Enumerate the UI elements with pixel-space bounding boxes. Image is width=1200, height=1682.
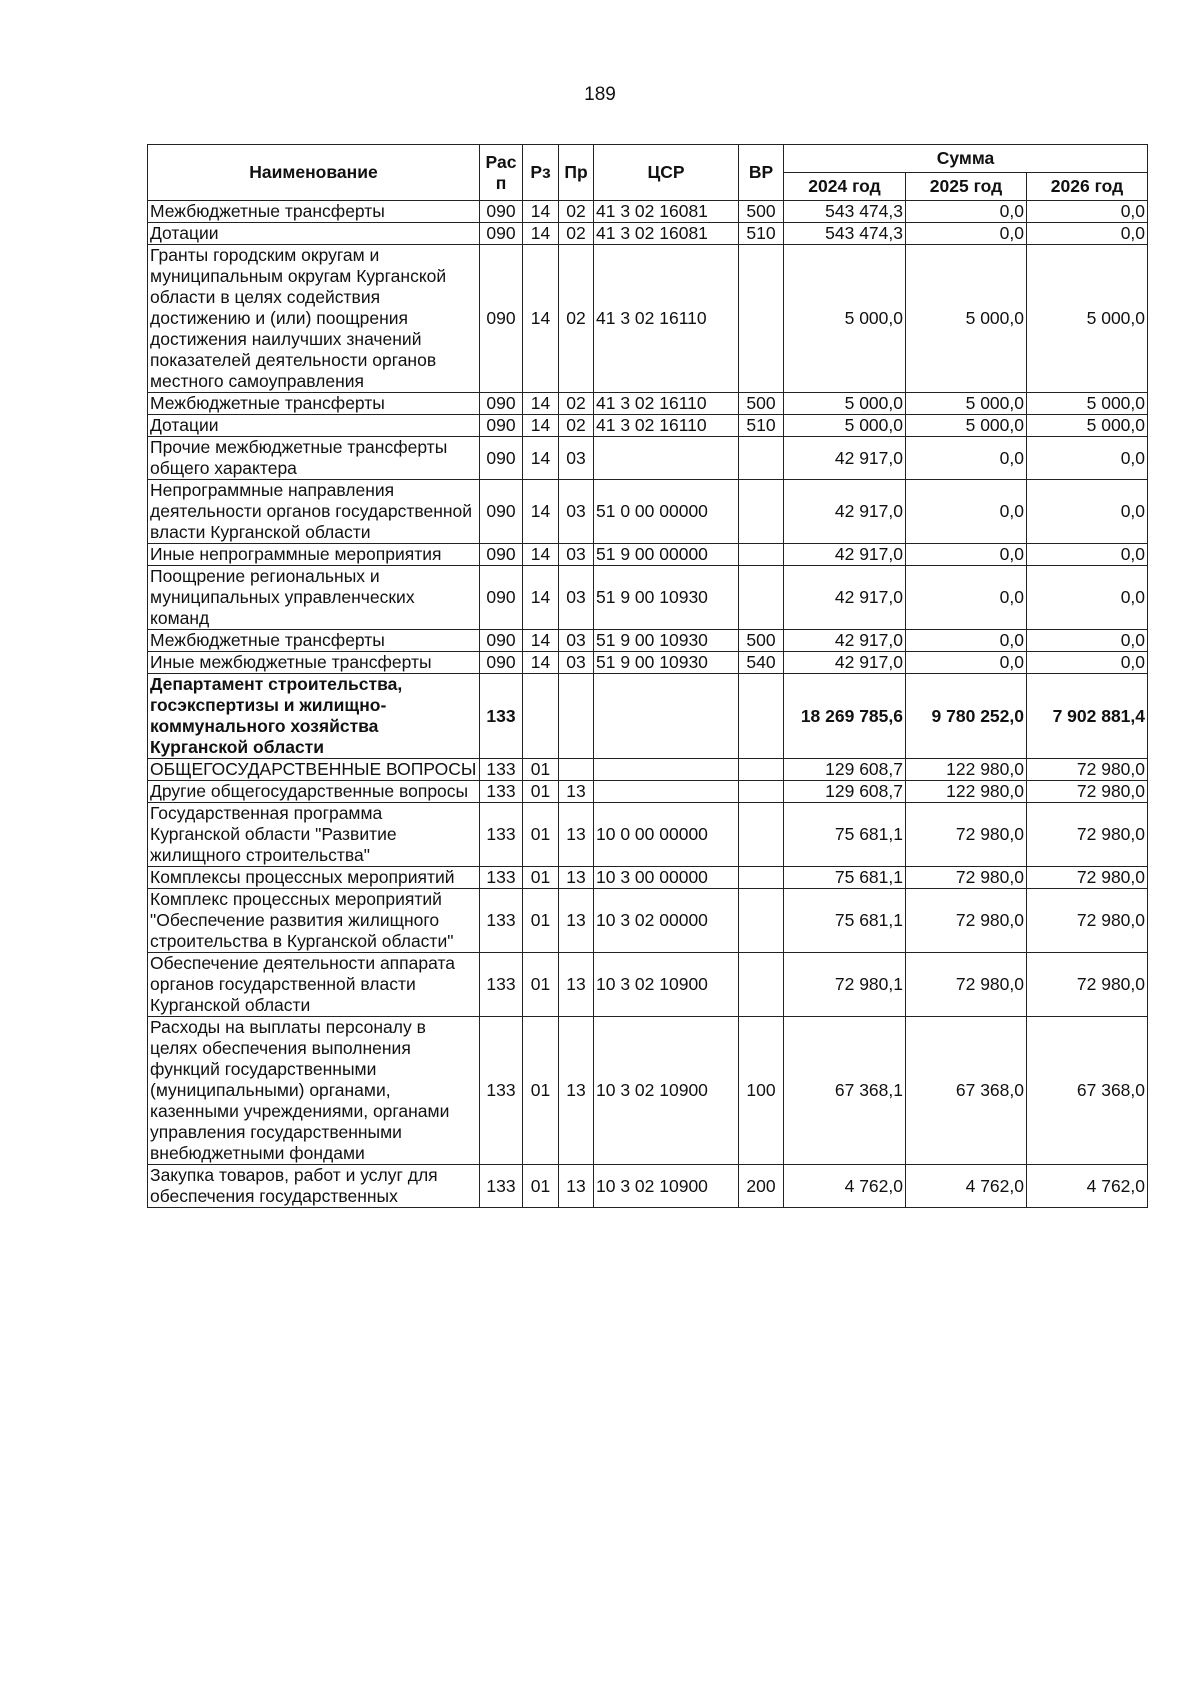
table-row [148, 803, 1148, 867]
csr-cell: 51 9 00 10930 [594, 652, 739, 674]
name-cell: Межбюджетные трансферты [148, 393, 480, 415]
amount-2025-cell: 0,0 [906, 480, 1027, 544]
name-cell: Поощрение региональных и муниципальных управленческих команд [148, 566, 480, 630]
table-row [148, 415, 1148, 437]
csr-cell: 10 0 00 00000 [594, 803, 739, 867]
amount-2024-cell: 67 368,1 [784, 1017, 906, 1165]
amount-2024-cell: 129 608,7 [784, 759, 906, 781]
pr-cell: 03 [559, 480, 594, 544]
amount-2026-cell: 0,0 [1027, 437, 1148, 480]
amount-2025-cell: 5 000,0 [906, 415, 1027, 437]
amount-2024-cell: 4 762,0 [784, 1165, 906, 1208]
rasp-cell: 133 [480, 1017, 523, 1165]
table-row [148, 867, 1148, 889]
amount-2025-cell: 5 000,0 [906, 393, 1027, 415]
vr-cell [739, 480, 784, 544]
pr-cell [559, 674, 594, 759]
amount-2026-cell: 72 980,0 [1027, 781, 1148, 803]
table-row [148, 566, 1148, 630]
amount-2026-cell: 72 980,0 [1027, 759, 1148, 781]
amount-2025-cell: 0,0 [906, 437, 1027, 480]
amount-2024-cell: 5 000,0 [784, 415, 906, 437]
pr-cell: 03 [559, 652, 594, 674]
table-row [148, 245, 1148, 393]
rz-cell [523, 674, 559, 759]
table-row [148, 781, 1148, 803]
amount-2026-cell: 72 980,0 [1027, 803, 1148, 867]
csr-cell: 51 9 00 00000 [594, 544, 739, 566]
amount-2025-cell: 72 980,0 [906, 803, 1027, 867]
amount-2025-cell: 122 980,0 [906, 781, 1027, 803]
pr-cell: 02 [559, 223, 594, 245]
pr-cell: 02 [559, 245, 594, 393]
vr-cell [739, 867, 784, 889]
pr-cell [559, 759, 594, 781]
rasp-cell: 090 [480, 245, 523, 393]
vr-cell [739, 566, 784, 630]
csr-cell: 51 9 00 10930 [594, 566, 739, 630]
amount-2026-cell: 5 000,0 [1027, 393, 1148, 415]
vr-cell: 200 [739, 1165, 784, 1208]
amount-2025-cell: 72 980,0 [906, 889, 1027, 953]
name-cell: Межбюджетные трансферты [148, 630, 480, 652]
header-2026: 2026 год [1027, 173, 1148, 201]
rasp-cell: 090 [480, 566, 523, 630]
csr-cell: 51 0 00 00000 [594, 480, 739, 544]
table-row [148, 759, 1148, 781]
csr-cell: 10 3 02 10900 [594, 1017, 739, 1165]
vr-cell [739, 437, 784, 480]
vr-cell: 510 [739, 415, 784, 437]
name-cell: Государственная программа Курганской области "Развитие жилищного строительства" [148, 803, 480, 867]
header-2024: 2024 год [784, 173, 906, 201]
amount-2025-cell: 0,0 [906, 223, 1027, 245]
amount-2025-cell: 0,0 [906, 652, 1027, 674]
amount-2024-cell: 543 474,3 [784, 223, 906, 245]
amount-2026-cell: 72 980,0 [1027, 953, 1148, 1017]
pr-cell: 13 [559, 803, 594, 867]
rz-cell: 14 [523, 437, 559, 480]
pr-cell: 03 [559, 544, 594, 566]
table-row [148, 652, 1148, 674]
vr-cell [739, 953, 784, 1017]
rasp-cell: 133 [480, 953, 523, 1017]
header-rasp: Рас п [480, 145, 523, 201]
pr-cell: 13 [559, 953, 594, 1017]
csr-cell: 10 3 02 00000 [594, 889, 739, 953]
pr-cell: 03 [559, 437, 594, 480]
amount-2024-cell: 42 917,0 [784, 437, 906, 480]
csr-cell: 51 9 00 10930 [594, 630, 739, 652]
amount-2025-cell: 5 000,0 [906, 245, 1027, 393]
table-row [148, 223, 1148, 245]
rz-cell: 01 [523, 1165, 559, 1208]
header-name: Наименование [148, 145, 480, 201]
csr-cell [594, 759, 739, 781]
header-vr: ВР [739, 145, 784, 201]
amount-2026-cell: 0,0 [1027, 566, 1148, 630]
rz-cell: 14 [523, 630, 559, 652]
table-row [148, 630, 1148, 652]
name-cell: ОБЩЕГОСУДАРСТВЕННЫЕ ВОПРОСЫ [148, 759, 480, 781]
amount-2024-cell: 72 980,1 [784, 953, 906, 1017]
vr-cell [739, 803, 784, 867]
rasp-cell: 133 [480, 803, 523, 867]
amount-2026-cell: 0,0 [1027, 480, 1148, 544]
table-row [148, 674, 1148, 759]
rz-cell: 14 [523, 223, 559, 245]
budget-table [147, 144, 1148, 1208]
amount-2025-cell: 72 980,0 [906, 953, 1027, 1017]
csr-cell: 41 3 02 16110 [594, 393, 739, 415]
csr-cell [594, 674, 739, 759]
amount-2024-cell: 42 917,0 [784, 480, 906, 544]
table-row [148, 480, 1148, 544]
csr-cell: 10 3 00 00000 [594, 867, 739, 889]
amount-2026-cell: 0,0 [1027, 201, 1148, 223]
table-body [148, 201, 1148, 1208]
rz-cell: 14 [523, 201, 559, 223]
rasp-cell: 090 [480, 544, 523, 566]
rasp-cell: 090 [480, 223, 523, 245]
name-cell: Прочие межбюджетные трансферты общего характера [148, 437, 480, 480]
amount-2026-cell: 5 000,0 [1027, 415, 1148, 437]
csr-cell: 41 3 02 16110 [594, 415, 739, 437]
name-cell: Комплекс процессных мероприятий "Обеспечение развития жилищного строительства в Курганской области" [148, 889, 480, 953]
vr-cell: 500 [739, 393, 784, 415]
amount-2026-cell: 0,0 [1027, 630, 1148, 652]
header-pr: Пр [559, 145, 594, 201]
vr-cell [739, 781, 784, 803]
name-cell: Дотации [148, 223, 480, 245]
amount-2024-cell: 18 269 785,6 [784, 674, 906, 759]
vr-cell: 500 [739, 201, 784, 223]
rasp-cell: 133 [480, 759, 523, 781]
rasp-cell: 090 [480, 393, 523, 415]
name-cell: Гранты городским округам и муниципальным округам Курганской области в целях содействия достижению и (или) поощрения достижения наилучших значений показателей деятельности органов местного самоуправления [148, 245, 480, 393]
table-row [148, 889, 1148, 953]
rz-cell: 14 [523, 245, 559, 393]
amount-2024-cell: 543 474,3 [784, 201, 906, 223]
pr-cell: 02 [559, 201, 594, 223]
csr-cell: 41 3 02 16081 [594, 201, 739, 223]
csr-cell: 10 3 02 10900 [594, 953, 739, 1017]
table-row [148, 544, 1148, 566]
rz-cell: 01 [523, 803, 559, 867]
name-cell: Непрограммные направления деятельности органов государственной власти Курганской области [148, 480, 480, 544]
table-row [148, 953, 1148, 1017]
amount-2024-cell: 42 917,0 [784, 566, 906, 630]
table-row [148, 1017, 1148, 1165]
name-cell: Обеспечение деятельности аппарата органов государственной власти Курганской области [148, 953, 480, 1017]
amount-2024-cell: 42 917,0 [784, 630, 906, 652]
csr-cell [594, 437, 739, 480]
rz-cell: 14 [523, 652, 559, 674]
amount-2024-cell: 5 000,0 [784, 393, 906, 415]
amount-2024-cell: 75 681,1 [784, 889, 906, 953]
rasp-cell: 133 [480, 674, 523, 759]
amount-2026-cell: 67 368,0 [1027, 1017, 1148, 1165]
name-cell: Дотации [148, 415, 480, 437]
amount-2025-cell: 0,0 [906, 630, 1027, 652]
vr-cell: 100 [739, 1017, 784, 1165]
pr-cell: 03 [559, 566, 594, 630]
name-cell: Департамент строительства, госэкспертизы и жилищно-коммунального хозяйства Курганской области [148, 674, 480, 759]
csr-cell [594, 781, 739, 803]
pr-cell: 02 [559, 393, 594, 415]
header-csr: ЦСР [594, 145, 739, 201]
vr-cell [739, 889, 784, 953]
rz-cell: 01 [523, 867, 559, 889]
csr-cell: 10 3 02 10900 [594, 1165, 739, 1208]
header-rz: Рз [523, 145, 559, 201]
vr-cell [739, 544, 784, 566]
rz-cell: 01 [523, 759, 559, 781]
rz-cell: 14 [523, 544, 559, 566]
amount-2026-cell: 0,0 [1027, 544, 1148, 566]
amount-2026-cell: 0,0 [1027, 652, 1148, 674]
pr-cell: 13 [559, 867, 594, 889]
rz-cell: 01 [523, 781, 559, 803]
amount-2024-cell: 75 681,1 [784, 803, 906, 867]
rz-cell: 01 [523, 889, 559, 953]
rasp-cell: 133 [480, 1165, 523, 1208]
name-cell: Иные межбюджетные трансферты [148, 652, 480, 674]
rasp-cell: 133 [480, 781, 523, 803]
page-number: 189 [584, 84, 616, 105]
header-sum: Сумма [784, 145, 1148, 173]
table-row [148, 201, 1148, 223]
name-cell: Закупка товаров, работ и услуг для обеспечения государственных [148, 1165, 480, 1208]
rasp-cell: 090 [480, 415, 523, 437]
amount-2025-cell: 4 762,0 [906, 1165, 1027, 1208]
table-row [148, 393, 1148, 415]
rasp-cell: 133 [480, 889, 523, 953]
pr-cell: 13 [559, 781, 594, 803]
rz-cell: 14 [523, 415, 559, 437]
table-row [148, 1165, 1148, 1208]
rasp-cell: 090 [480, 480, 523, 544]
vr-cell: 500 [739, 630, 784, 652]
amount-2024-cell: 129 608,7 [784, 781, 906, 803]
pr-cell: 13 [559, 1017, 594, 1165]
amount-2025-cell: 0,0 [906, 544, 1027, 566]
amount-2025-cell: 122 980,0 [906, 759, 1027, 781]
rasp-cell: 090 [480, 437, 523, 480]
rasp-cell: 090 [480, 652, 523, 674]
amount-2025-cell: 72 980,0 [906, 867, 1027, 889]
amount-2024-cell: 42 917,0 [784, 652, 906, 674]
rz-cell: 14 [523, 566, 559, 630]
amount-2025-cell: 0,0 [906, 201, 1027, 223]
amount-2026-cell: 0,0 [1027, 223, 1148, 245]
amount-2026-cell: 5 000,0 [1027, 245, 1148, 393]
name-cell: Другие общегосударственные вопросы [148, 781, 480, 803]
amount-2025-cell: 67 368,0 [906, 1017, 1027, 1165]
rasp-cell: 133 [480, 867, 523, 889]
name-cell: Расходы на выплаты персоналу в целях обеспечения выполнения функций государственными (муниципальными) органами, казенными учреждениями, органами управления государственными внебюджетными фондами [148, 1017, 480, 1165]
vr-cell: 540 [739, 652, 784, 674]
rz-cell: 01 [523, 1017, 559, 1165]
amount-2026-cell: 4 762,0 [1027, 1165, 1148, 1208]
rasp-cell: 090 [480, 630, 523, 652]
amount-2024-cell: 42 917,0 [784, 544, 906, 566]
amount-2024-cell: 5 000,0 [784, 245, 906, 393]
name-cell: Комплексы процессных мероприятий [148, 867, 480, 889]
vr-cell [739, 759, 784, 781]
rasp-cell: 090 [480, 201, 523, 223]
pr-cell: 13 [559, 1165, 594, 1208]
amount-2026-cell: 72 980,0 [1027, 889, 1148, 953]
rz-cell: 01 [523, 953, 559, 1017]
amount-2026-cell: 72 980,0 [1027, 867, 1148, 889]
csr-cell: 41 3 02 16110 [594, 245, 739, 393]
rz-cell: 14 [523, 393, 559, 415]
table-row [148, 437, 1148, 480]
amount-2025-cell: 9 780 252,0 [906, 674, 1027, 759]
amount-2026-cell: 7 902 881,4 [1027, 674, 1148, 759]
name-cell: Межбюджетные трансферты [148, 201, 480, 223]
amount-2025-cell: 0,0 [906, 566, 1027, 630]
vr-cell: 510 [739, 223, 784, 245]
rz-cell: 14 [523, 480, 559, 544]
csr-cell: 41 3 02 16081 [594, 223, 739, 245]
vr-cell [739, 245, 784, 393]
pr-cell: 13 [559, 889, 594, 953]
pr-cell: 02 [559, 415, 594, 437]
name-cell: Иные непрограммные мероприятия [148, 544, 480, 566]
header-2025: 2025 год [906, 173, 1027, 201]
pr-cell: 03 [559, 630, 594, 652]
amount-2024-cell: 75 681,1 [784, 867, 906, 889]
vr-cell [739, 674, 784, 759]
